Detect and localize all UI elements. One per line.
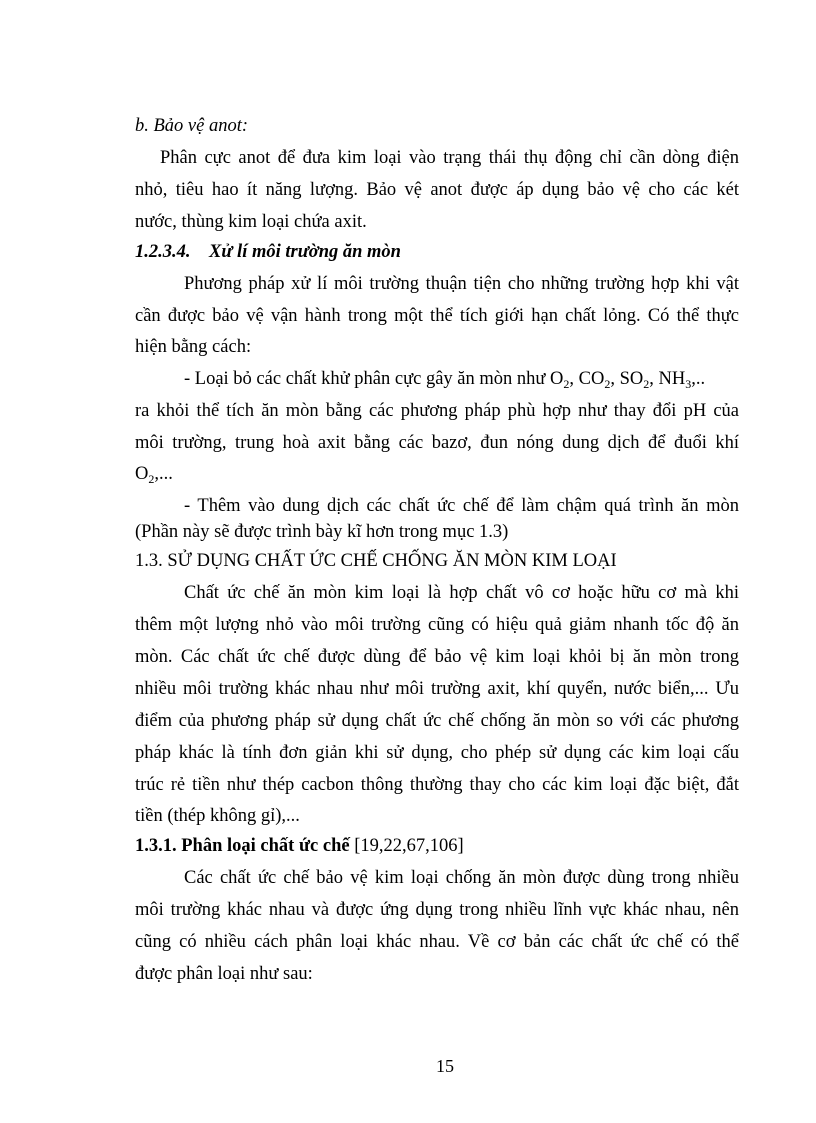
heading-number: 1.2.3.4. xyxy=(135,242,191,262)
paragraph-line: nhỏ, tiêu hao ít năng lượng. Bảo vệ anot được áp dụng bảo vệ cho các két xyxy=(135,180,739,200)
bullet-text: ,.. xyxy=(691,369,706,389)
paragraph-line: pháp khác là tính đơn giản khi sử dụng, cho phép sử dụng các kim loại cấu xyxy=(135,743,739,763)
bullet-text: - Loại bỏ các chất khử phân cực gây ăn mòn như O xyxy=(184,369,564,389)
subscript: 2 xyxy=(148,472,155,486)
heading-references: [19,22,67,106] xyxy=(349,836,464,856)
paragraph-line: tiền (thép không gỉ),... xyxy=(135,806,300,826)
bullet-text: ,... xyxy=(154,464,173,484)
heading-1-3-1 xyxy=(135,834,739,858)
bullet-line: - Thêm vào dung dịch các chất ức chế để làm chậm quá trình ăn mòn xyxy=(184,496,739,516)
paragraph-line: Các chất ức chế bảo vệ kim loại chống ăn mòn được dùng trong nhiều xyxy=(184,868,739,888)
paragraph-line: hiện bằng cách: xyxy=(135,337,252,357)
paragraph-line: cần được bảo vệ vận hành trong một thể tích giới hạn chất lỏng. Có thể thực xyxy=(135,306,739,326)
bullet-text: O xyxy=(135,464,149,484)
subscript: 3 xyxy=(685,377,692,391)
subscript: 2 xyxy=(643,377,650,391)
paragraph-line: Chất ức chế ăn mòn kim loại là hợp chất vô cơ hoặc hữu cơ mà khi xyxy=(184,583,739,603)
subscript: 2 xyxy=(563,377,570,391)
subscript: 2 xyxy=(604,377,611,391)
paragraph-line xyxy=(135,462,739,486)
paragraph-line: môi trường, trung hoà axit bằng các bazơ, đun nóng dung dịch để đuổi khí xyxy=(135,433,739,453)
heading-title: Xử lí môi trường ăn mòn xyxy=(209,242,401,262)
paragraph-line: môi trường khác nhau và được ứng dụng trong nhiều lĩnh vực khác nhau, nên xyxy=(135,900,739,920)
bullet-text: , SO xyxy=(610,369,644,389)
paragraph-line: mòn. Các chất ức chế được dùng để bảo vệ kim loại khỏi bị ăn mòn trong xyxy=(135,647,739,667)
paragraph-line: Phân cực anot để đưa kim loại vào trạng thái thụ động chỉ cần dòng điện xyxy=(160,148,739,168)
paragraph-line: được phân loại như sau: xyxy=(135,964,313,984)
paragraph-line: trúc rẻ tiền như thép cacbon thông thường thay cho các kim loại đặc biệt, đắt xyxy=(135,775,739,795)
paragraph-line: ra khỏi thể tích ăn mòn bằng các phương pháp phù hợp như thay đổi pH của xyxy=(135,401,739,421)
bullet-text: , NH xyxy=(649,369,686,389)
paragraph-line: nhiều môi trường khác nhau như môi trường axit, khí quyển, nước biển,... Ưu xyxy=(135,679,739,699)
paragraph-line: cũng có nhiều cách phân loại khác nhau. Về cơ bản các chất ức chế có thể xyxy=(135,932,739,952)
paragraph-line: điểm của phương pháp sử dụng chất ức chế chống ăn mòn so với các phương xyxy=(135,711,739,731)
heading-title: 1.3.1. Phân loại chất ức chế xyxy=(135,836,350,856)
bullet-text: , CO xyxy=(569,369,605,389)
paragraph-line: thêm một lượng nhỏ vào môi trường cũng có hiệu quả giảm nhanh tốc độ ăn xyxy=(135,615,739,635)
heading-1-3: 1.3. SỬ DỤNG CHẤT ỨC CHẾ CHỐNG ĂN MÒN KIM LOẠI xyxy=(135,551,617,571)
heading-1-2-3-4 xyxy=(135,240,739,264)
page-number: 15 xyxy=(436,1056,454,1076)
paragraph-line: (Phần này sẽ được trình bày kĩ hơn trong mục 1.3) xyxy=(135,522,509,542)
section-b-heading: b. Bảo vệ anot: xyxy=(135,116,249,136)
bullet-line xyxy=(184,367,739,391)
paragraph-line: nước, thùng kim loại chứa axit. xyxy=(135,212,367,232)
paragraph-line: Phương pháp xử lí môi trường thuận tiện cho những trường hợp khi vật xyxy=(184,274,739,294)
